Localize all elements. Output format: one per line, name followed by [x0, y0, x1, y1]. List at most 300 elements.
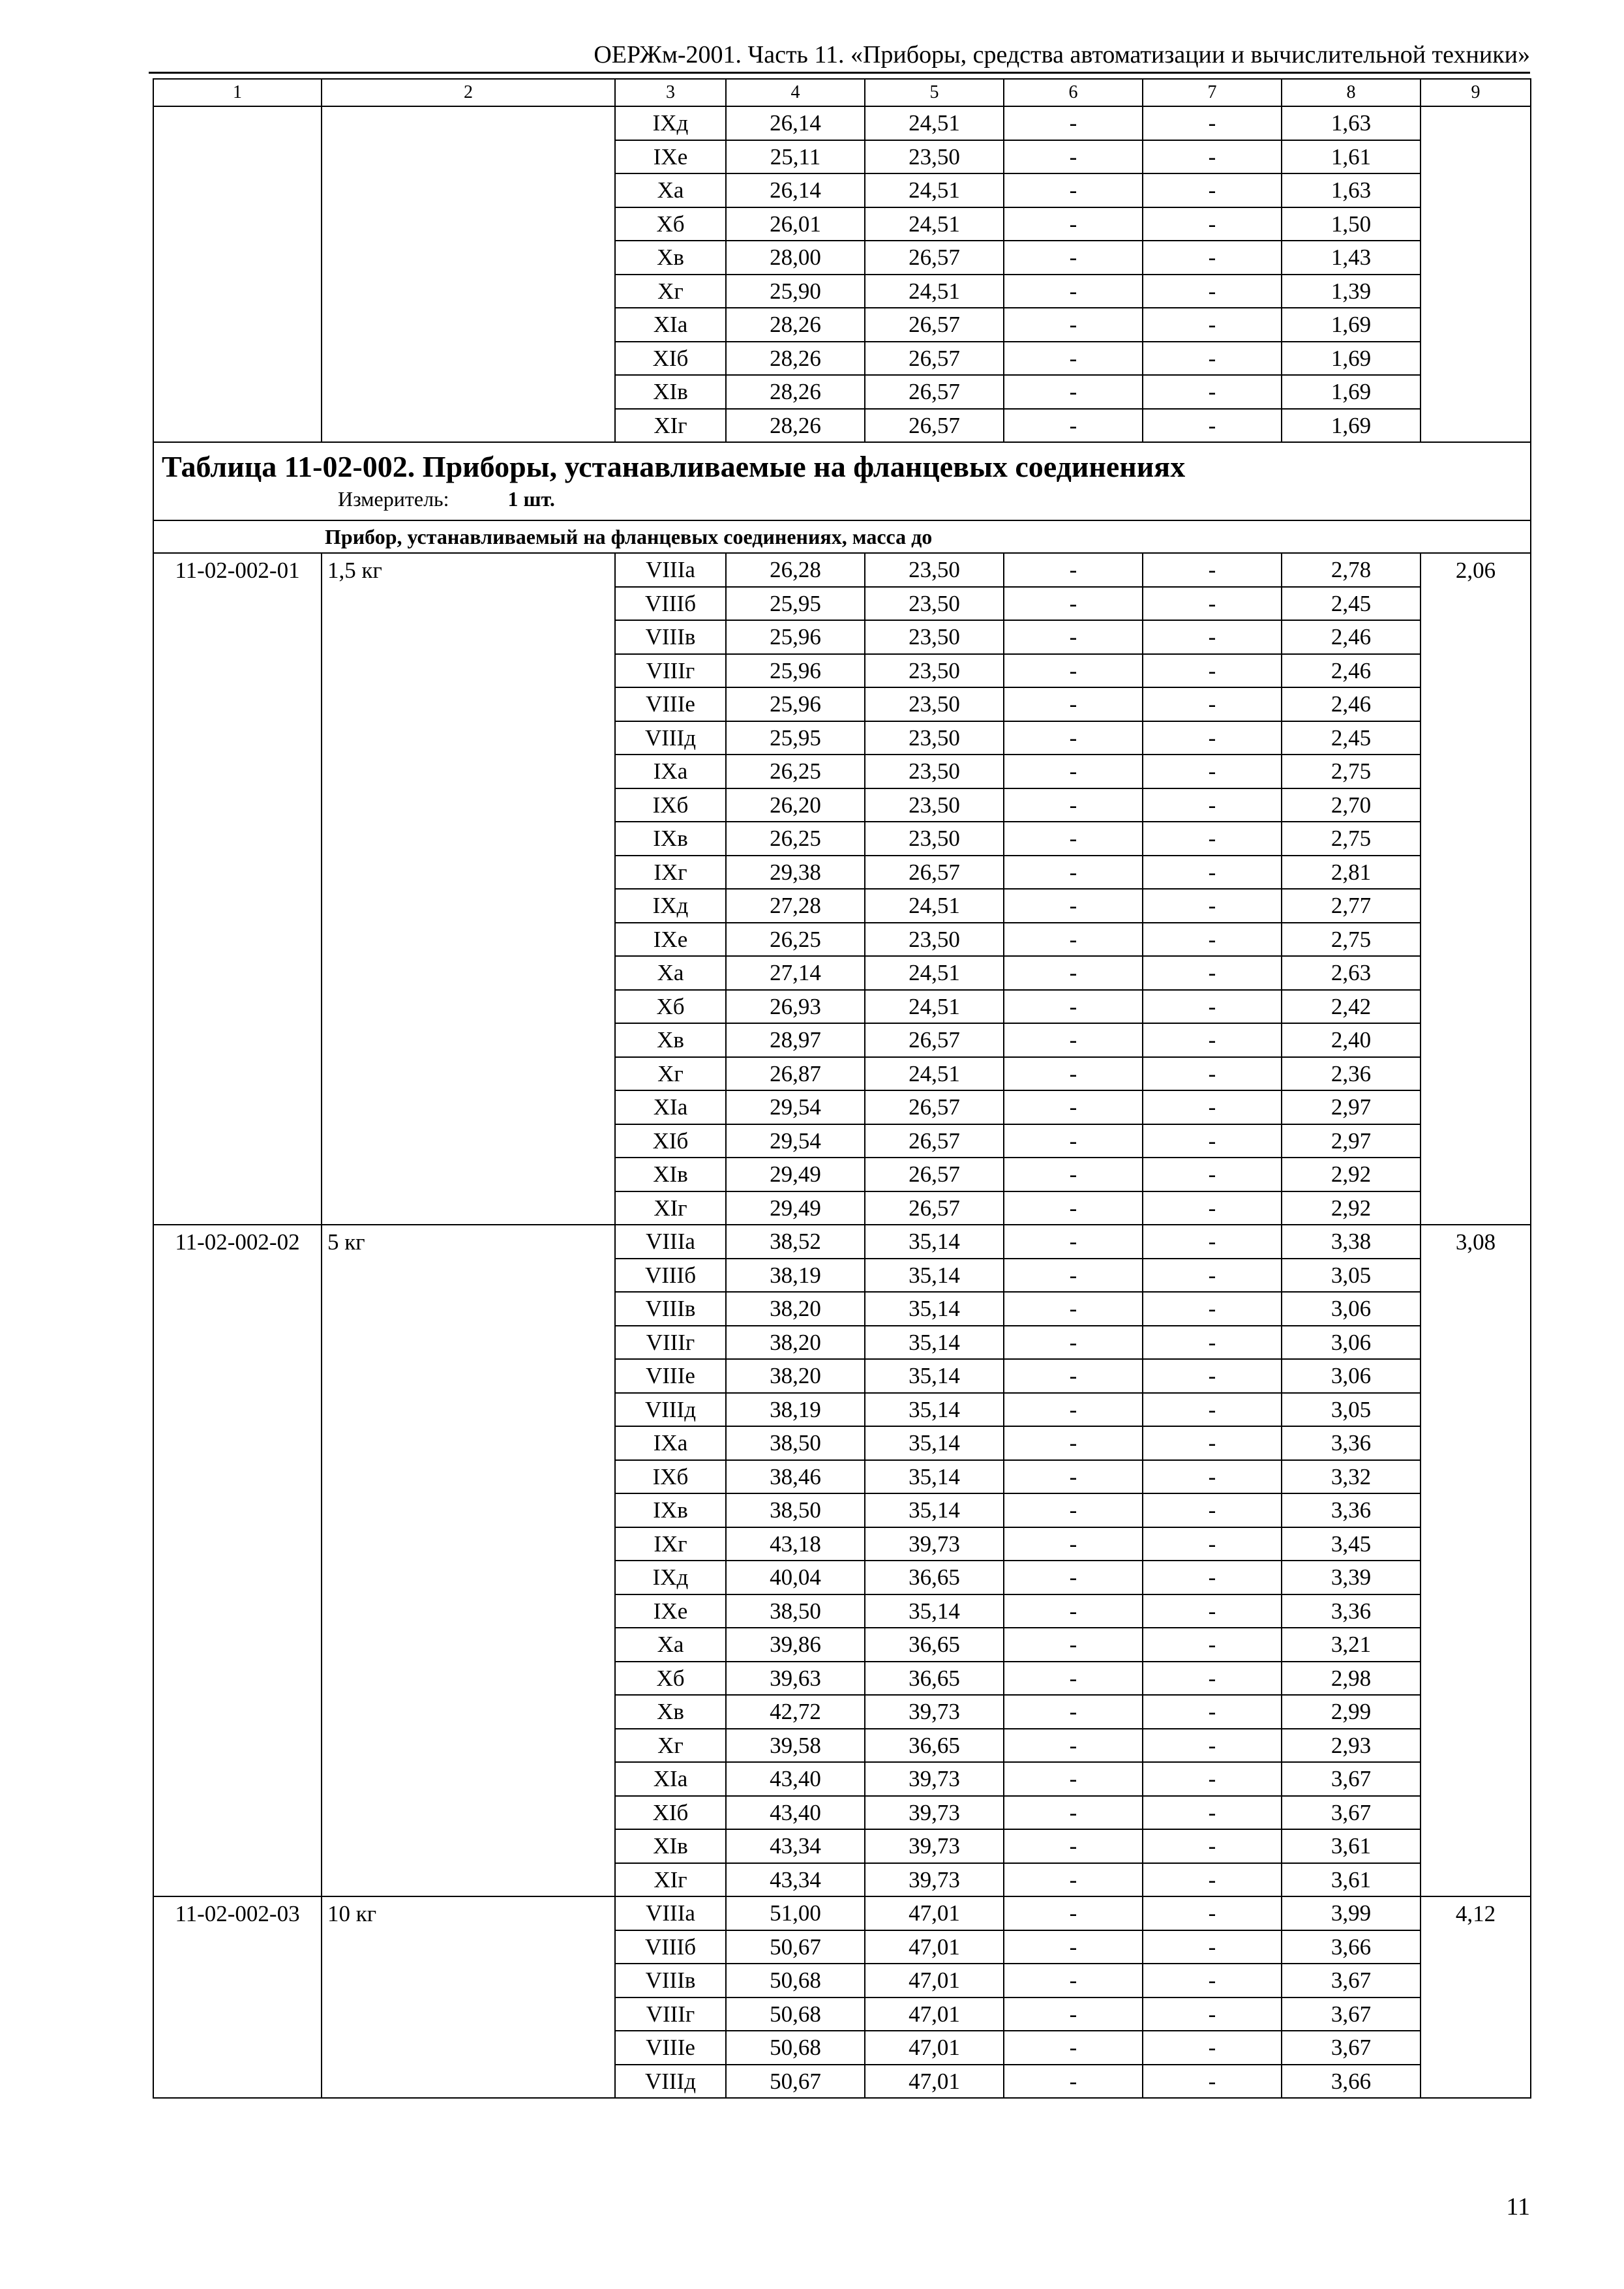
wages-cell: 35,14: [865, 1393, 1004, 1427]
machine-cost-cell: -: [1004, 1662, 1143, 1696]
wages-cell: 47,01: [865, 2065, 1004, 2099]
wages-cell: 26,57: [865, 1191, 1004, 1225]
total-cost-cell: 50,68: [726, 1997, 865, 2031]
materials-cell: 2,81: [1282, 856, 1421, 890]
resource-group-cell: VIIIв: [615, 1292, 726, 1326]
resource-group-cell: Xб: [615, 990, 726, 1024]
group-title-row: [153, 520, 1531, 553]
total-cost-cell: 26,14: [726, 106, 865, 140]
resource-group-cell: VIIIа: [615, 553, 726, 587]
total-cost-cell: 29,49: [726, 1191, 865, 1225]
wages-cell: 47,01: [865, 1997, 1004, 2031]
wages-cell: 26,57: [865, 409, 1004, 443]
machine-cost-cell: -: [1004, 275, 1143, 308]
total-cost-cell: 38,19: [726, 1259, 865, 1293]
resource-group-cell: VIIIд: [615, 721, 726, 755]
driver-wages-cell: -: [1143, 1460, 1282, 1494]
resource-group-cell: VIIIб: [615, 587, 726, 621]
driver-wages-cell: -: [1143, 173, 1282, 207]
total-cost-cell: 25,96: [726, 687, 865, 721]
machine-cost-cell: -: [1004, 1997, 1143, 2031]
materials-cell: 2,98: [1282, 1662, 1421, 1696]
resource-group-cell: XIг: [615, 409, 726, 443]
wages-cell: 39,73: [865, 1695, 1004, 1729]
resource-group-cell: XIа: [615, 1090, 726, 1124]
driver-wages-cell: -: [1143, 889, 1282, 923]
table-row: [153, 1896, 1531, 1930]
resource-group-cell: VIIIд: [615, 1393, 726, 1427]
materials-cell: 2,42: [1282, 990, 1421, 1024]
machine-cost-cell: -: [1004, 687, 1143, 721]
resource-group-cell: Xа: [615, 173, 726, 207]
driver-wages-cell: -: [1143, 1863, 1282, 1897]
materials-cell: 3,67: [1282, 1762, 1421, 1796]
wages-cell: 39,73: [865, 1796, 1004, 1830]
column-header-6: 6: [1004, 79, 1143, 106]
table-title: Таблица 11-02-002. Приборы, устанавливаемые на фланцевых соединениях: [162, 450, 1186, 483]
resource-group-cell: IXа: [615, 755, 726, 788]
driver-wages-cell: -: [1143, 856, 1282, 890]
wages-cell: 26,57: [865, 1090, 1004, 1124]
column-header-3: 3: [615, 79, 726, 106]
driver-wages-cell: -: [1143, 106, 1282, 140]
machine-cost-cell: -: [1004, 587, 1143, 621]
driver-wages-cell: -: [1143, 1829, 1282, 1863]
resource-group-cell: XIа: [615, 1762, 726, 1796]
materials-cell: 3,67: [1282, 1964, 1421, 1997]
mass-label: 10 кг: [322, 1896, 615, 2098]
total-cost-cell: 38,20: [726, 1359, 865, 1393]
machine-cost-cell: -: [1004, 241, 1143, 275]
total-cost-cell: 28,97: [726, 1023, 865, 1057]
rate-code: 11-02-002-02: [153, 1225, 322, 1896]
materials-cell: 3,05: [1282, 1259, 1421, 1293]
driver-wages-cell: -: [1143, 687, 1282, 721]
total-cost-cell: 28,26: [726, 375, 865, 409]
resource-group-cell: Xб: [615, 1662, 726, 1696]
materials-cell: 2,93: [1282, 1729, 1421, 1763]
driver-wages-cell: -: [1143, 553, 1282, 587]
resource-group-cell: Xг: [615, 1057, 726, 1091]
wages-cell: 35,14: [865, 1292, 1004, 1326]
table-title-row: [153, 442, 1531, 520]
materials-cell: 1,69: [1282, 342, 1421, 376]
resource-group-cell: Xг: [615, 275, 726, 308]
total-cost-cell: 50,67: [726, 2065, 865, 2099]
wages-cell: 36,65: [865, 1662, 1004, 1696]
total-cost-cell: 29,38: [726, 856, 865, 890]
machine-cost-cell: -: [1004, 1695, 1143, 1729]
resource-group-cell: Xв: [615, 1695, 726, 1729]
driver-wages-cell: -: [1143, 375, 1282, 409]
machine-cost-cell: -: [1004, 1090, 1143, 1124]
wages-cell: 23,50: [865, 654, 1004, 688]
equipment-mass: 4,12: [1421, 1896, 1531, 2098]
measure-label: Измеритель:: [338, 487, 449, 511]
machine-cost-cell: -: [1004, 1729, 1143, 1763]
machine-cost-cell: -: [1004, 1259, 1143, 1293]
driver-wages-cell: -: [1143, 1930, 1282, 1964]
driver-wages-cell: -: [1143, 1527, 1282, 1561]
total-cost-cell: 42,72: [726, 1695, 865, 1729]
total-cost-cell: 39,63: [726, 1662, 865, 1696]
total-cost-cell: 25,11: [726, 140, 865, 174]
driver-wages-cell: -: [1143, 1393, 1282, 1427]
wages-cell: 26,57: [865, 375, 1004, 409]
machine-cost-cell: -: [1004, 2065, 1143, 2099]
resource-group-cell: VIIIе: [615, 1359, 726, 1393]
wages-cell: 24,51: [865, 173, 1004, 207]
resource-group-cell: Xв: [615, 1023, 726, 1057]
resource-group-cell: VIIIа: [615, 1896, 726, 1930]
column-header-8: 8: [1282, 79, 1421, 106]
resource-group-cell: Xа: [615, 1628, 726, 1662]
machine-cost-cell: -: [1004, 1023, 1143, 1057]
machine-cost-cell: -: [1004, 1225, 1143, 1259]
materials-cell: 2,46: [1282, 687, 1421, 721]
column-header-row: [153, 79, 1531, 106]
materials-cell: 2,75: [1282, 923, 1421, 957]
materials-cell: 2,46: [1282, 654, 1421, 688]
materials-cell: 1,69: [1282, 375, 1421, 409]
materials-cell: 1,61: [1282, 140, 1421, 174]
machine-cost-cell: -: [1004, 822, 1143, 856]
machine-cost-cell: -: [1004, 2031, 1143, 2065]
wages-cell: 35,14: [865, 1225, 1004, 1259]
resource-group-cell: IXб: [615, 788, 726, 822]
materials-cell: 1,50: [1282, 207, 1421, 241]
wages-cell: 36,65: [865, 1729, 1004, 1763]
materials-cell: 2,77: [1282, 889, 1421, 923]
total-cost-cell: 43,40: [726, 1796, 865, 1830]
wages-cell: 39,73: [865, 1527, 1004, 1561]
machine-cost-cell: -: [1004, 889, 1143, 923]
materials-cell: 3,61: [1282, 1829, 1421, 1863]
total-cost-cell: 29,54: [726, 1090, 865, 1124]
materials-cell: 2,45: [1282, 587, 1421, 621]
resource-group-cell: Xа: [615, 956, 726, 990]
wages-cell: 26,57: [865, 241, 1004, 275]
machine-cost-cell: -: [1004, 308, 1143, 342]
wages-cell: 24,51: [865, 1057, 1004, 1091]
total-cost-cell: 26,28: [726, 553, 865, 587]
materials-cell: 3,99: [1282, 1896, 1421, 1930]
column-header-9: 9: [1421, 79, 1531, 106]
driver-wages-cell: -: [1143, 620, 1282, 654]
total-cost-cell: 39,86: [726, 1628, 865, 1662]
materials-cell: 3,05: [1282, 1393, 1421, 1427]
driver-wages-cell: -: [1143, 1561, 1282, 1594]
resource-group-cell: IXа: [615, 1426, 726, 1460]
column-header-5: 5: [865, 79, 1004, 106]
resource-group-cell: VIIIб: [615, 1930, 726, 1964]
driver-wages-cell: -: [1143, 1225, 1282, 1259]
driver-wages-cell: -: [1143, 140, 1282, 174]
wages-cell: 47,01: [865, 1964, 1004, 1997]
resource-group-cell: IXд: [615, 889, 726, 923]
resource-group-cell: VIIIв: [615, 620, 726, 654]
resource-group-cell: XIа: [615, 308, 726, 342]
resource-group-cell: IXе: [615, 923, 726, 957]
driver-wages-cell: -: [1143, 923, 1282, 957]
equipment-mass: 3,08: [1421, 1225, 1531, 1896]
materials-cell: 2,40: [1282, 1023, 1421, 1057]
machine-cost-cell: -: [1004, 956, 1143, 990]
materials-cell: 2,70: [1282, 788, 1421, 822]
total-cost-cell: 26,20: [726, 788, 865, 822]
machine-cost-cell: -: [1004, 140, 1143, 174]
driver-wages-cell: -: [1143, 1628, 1282, 1662]
machine-cost-cell: -: [1004, 1561, 1143, 1594]
wages-cell: 26,57: [865, 1124, 1004, 1158]
wages-cell: 23,50: [865, 687, 1004, 721]
driver-wages-cell: -: [1143, 1695, 1282, 1729]
resource-group-cell: IXг: [615, 856, 726, 890]
column-header-7: 7: [1143, 79, 1282, 106]
group-title: Прибор, устанавливаемый на фланцевых соединениях, масса до: [153, 520, 1531, 553]
total-cost-cell: 38,46: [726, 1460, 865, 1494]
driver-wages-cell: -: [1143, 1259, 1282, 1293]
machine-cost-cell: -: [1004, 1863, 1143, 1897]
total-cost-cell: 50,67: [726, 1930, 865, 1964]
machine-cost-cell: -: [1004, 342, 1143, 376]
driver-wages-cell: -: [1143, 1426, 1282, 1460]
total-cost-cell: 40,04: [726, 1561, 865, 1594]
driver-wages-cell: -: [1143, 1057, 1282, 1091]
machine-cost-cell: -: [1004, 1191, 1143, 1225]
total-cost-cell: 25,95: [726, 721, 865, 755]
materials-cell: 3,21: [1282, 1628, 1421, 1662]
resource-group-cell: XIг: [615, 1863, 726, 1897]
equipment-mass: 2,06: [1421, 553, 1531, 1225]
total-cost-cell: 26,25: [726, 755, 865, 788]
machine-cost-cell: -: [1004, 409, 1143, 443]
wages-cell: 23,50: [865, 140, 1004, 174]
materials-cell: 3,61: [1282, 1863, 1421, 1897]
materials-cell: 2,75: [1282, 755, 1421, 788]
resource-group-cell: VIIIд: [615, 2065, 726, 2099]
wages-cell: 39,73: [865, 1829, 1004, 1863]
driver-wages-cell: -: [1143, 207, 1282, 241]
resource-group-cell: VIIIб: [615, 1259, 726, 1293]
resource-group-cell: VIIIе: [615, 2031, 726, 2065]
total-cost-cell: 50,68: [726, 2031, 865, 2065]
materials-cell: 3,36: [1282, 1426, 1421, 1460]
materials-cell: 3,67: [1282, 1997, 1421, 2031]
driver-wages-cell: -: [1143, 721, 1282, 755]
table-row: [153, 1225, 1531, 1259]
machine-cost-cell: -: [1004, 1460, 1143, 1494]
materials-cell: 3,06: [1282, 1292, 1421, 1326]
machine-cost-cell: -: [1004, 1896, 1143, 1930]
wages-cell: 23,50: [865, 553, 1004, 587]
materials-cell: 2,97: [1282, 1090, 1421, 1124]
table-row: [153, 553, 1531, 587]
materials-cell: 2,92: [1282, 1158, 1421, 1191]
machine-cost-cell: -: [1004, 721, 1143, 755]
column-header-2: 2: [322, 79, 615, 106]
total-cost-cell: 28,26: [726, 409, 865, 443]
wages-cell: 24,51: [865, 275, 1004, 308]
column-header-4: 4: [726, 79, 865, 106]
wages-cell: 23,50: [865, 822, 1004, 856]
resource-group-cell: XIв: [615, 1829, 726, 1863]
driver-wages-cell: -: [1143, 788, 1282, 822]
driver-wages-cell: -: [1143, 1796, 1282, 1830]
total-cost-cell: 38,19: [726, 1393, 865, 1427]
machine-cost-cell: -: [1004, 553, 1143, 587]
resource-group-cell: VIIIа: [615, 1225, 726, 1259]
driver-wages-cell: -: [1143, 342, 1282, 376]
driver-wages-cell: -: [1143, 1762, 1282, 1796]
wages-cell: 23,50: [865, 755, 1004, 788]
wages-cell: 23,50: [865, 923, 1004, 957]
total-cost-cell: 25,90: [726, 275, 865, 308]
driver-wages-cell: -: [1143, 755, 1282, 788]
materials-cell: 3,66: [1282, 1930, 1421, 1964]
column-header-1: 1: [153, 79, 322, 106]
machine-cost-cell: -: [1004, 173, 1143, 207]
materials-cell: 2,45: [1282, 721, 1421, 755]
total-cost-cell: 25,96: [726, 654, 865, 688]
wages-cell: 24,51: [865, 207, 1004, 241]
total-cost-cell: 28,00: [726, 241, 865, 275]
materials-cell: 3,67: [1282, 1796, 1421, 1830]
total-cost-cell: 38,20: [726, 1292, 865, 1326]
machine-cost-cell: -: [1004, 1594, 1143, 1628]
total-cost-cell: 29,54: [726, 1124, 865, 1158]
page-header: ОЕРЖм-2001. Часть 11. «Приборы, средства автоматизации и вычислительной техники»: [149, 38, 1530, 74]
machine-cost-cell: -: [1004, 1829, 1143, 1863]
total-cost-cell: 51,00: [726, 1896, 865, 1930]
wages-cell: 23,50: [865, 620, 1004, 654]
machine-cost-cell: -: [1004, 923, 1143, 957]
driver-wages-cell: -: [1143, 956, 1282, 990]
resource-group-cell: VIIIв: [615, 1964, 726, 1997]
machine-cost-cell: -: [1004, 1930, 1143, 1964]
driver-wages-cell: -: [1143, 409, 1282, 443]
materials-cell: 2,36: [1282, 1057, 1421, 1091]
materials-cell: 3,66: [1282, 2065, 1421, 2099]
wages-cell: 24,51: [865, 990, 1004, 1024]
driver-wages-cell: -: [1143, 822, 1282, 856]
driver-wages-cell: -: [1143, 1493, 1282, 1527]
wages-cell: 24,51: [865, 106, 1004, 140]
machine-cost-cell: -: [1004, 990, 1143, 1024]
resource-group-cell: Xг: [615, 1729, 726, 1763]
total-cost-cell: 26,01: [726, 207, 865, 241]
driver-wages-cell: -: [1143, 1964, 1282, 1997]
driver-wages-cell: -: [1143, 2031, 1282, 2065]
wages-cell: 26,57: [865, 342, 1004, 376]
equipment-mass-cell: [1421, 106, 1531, 442]
total-cost-cell: 50,68: [726, 1964, 865, 1997]
resource-group-cell: Xб: [615, 207, 726, 241]
total-cost-cell: 26,14: [726, 173, 865, 207]
total-cost-cell: 26,25: [726, 822, 865, 856]
resource-group-cell: XIб: [615, 1796, 726, 1830]
driver-wages-cell: -: [1143, 1158, 1282, 1191]
wages-cell: 39,73: [865, 1863, 1004, 1897]
mass-cell: [322, 106, 615, 442]
driver-wages-cell: -: [1143, 587, 1282, 621]
materials-cell: 3,67: [1282, 2031, 1421, 2065]
resource-group-cell: VIIIг: [615, 1997, 726, 2031]
wages-cell: 35,14: [865, 1259, 1004, 1293]
wages-cell: 47,01: [865, 1930, 1004, 1964]
machine-cost-cell: -: [1004, 1292, 1143, 1326]
total-cost-cell: 26,25: [726, 923, 865, 957]
materials-cell: 3,36: [1282, 1493, 1421, 1527]
table-title-cell: [153, 442, 1531, 520]
page-number: 11: [1506, 2193, 1530, 2221]
materials-cell: 3,38: [1282, 1225, 1421, 1259]
driver-wages-cell: -: [1143, 1292, 1282, 1326]
total-cost-cell: 28,26: [726, 308, 865, 342]
driver-wages-cell: -: [1143, 1124, 1282, 1158]
machine-cost-cell: -: [1004, 1359, 1143, 1393]
wages-cell: 24,51: [865, 956, 1004, 990]
resource-group-cell: IXд: [615, 1561, 726, 1594]
driver-wages-cell: -: [1143, 654, 1282, 688]
materials-cell: 1,69: [1282, 409, 1421, 443]
wages-cell: 35,14: [865, 1460, 1004, 1494]
measure-line: [162, 488, 1522, 509]
materials-cell: 2,92: [1282, 1191, 1421, 1225]
wages-cell: 36,65: [865, 1561, 1004, 1594]
machine-cost-cell: -: [1004, 1527, 1143, 1561]
resource-group-cell: IXе: [615, 140, 726, 174]
table-body: [153, 79, 1531, 2098]
resource-group-cell: IXе: [615, 1594, 726, 1628]
machine-cost-cell: -: [1004, 1326, 1143, 1360]
resource-group-cell: IXг: [615, 1527, 726, 1561]
materials-cell: 3,45: [1282, 1527, 1421, 1561]
materials-cell: 3,32: [1282, 1460, 1421, 1494]
wages-cell: 24,51: [865, 889, 1004, 923]
driver-wages-cell: -: [1143, 1023, 1282, 1057]
machine-cost-cell: -: [1004, 1493, 1143, 1527]
machine-cost-cell: -: [1004, 1628, 1143, 1662]
machine-cost-cell: -: [1004, 620, 1143, 654]
resource-group-cell: Xв: [615, 241, 726, 275]
total-cost-cell: 38,50: [726, 1594, 865, 1628]
wages-cell: 47,01: [865, 2031, 1004, 2065]
materials-cell: 3,36: [1282, 1594, 1421, 1628]
mass-label: 1,5 кг: [322, 553, 615, 1225]
wages-cell: 47,01: [865, 1896, 1004, 1930]
total-cost-cell: 38,50: [726, 1426, 865, 1460]
machine-cost-cell: -: [1004, 106, 1143, 140]
rates-table: [153, 78, 1531, 2099]
resource-group-cell: XIб: [615, 342, 726, 376]
materials-cell: 2,75: [1282, 822, 1421, 856]
driver-wages-cell: -: [1143, 1594, 1282, 1628]
materials-cell: 3,06: [1282, 1359, 1421, 1393]
rate-code: 11-02-002-01: [153, 553, 322, 1225]
total-cost-cell: 39,58: [726, 1729, 865, 1763]
resource-group-cell: IXв: [615, 1493, 726, 1527]
wages-cell: 26,57: [865, 308, 1004, 342]
total-cost-cell: 25,95: [726, 587, 865, 621]
rate-code: 11-02-002-03: [153, 1896, 322, 2098]
wages-cell: 23,50: [865, 587, 1004, 621]
wages-cell: 26,57: [865, 1158, 1004, 1191]
total-cost-cell: 38,20: [726, 1326, 865, 1360]
code-cell: [153, 106, 322, 442]
driver-wages-cell: -: [1143, 241, 1282, 275]
materials-cell: 2,99: [1282, 1695, 1421, 1729]
